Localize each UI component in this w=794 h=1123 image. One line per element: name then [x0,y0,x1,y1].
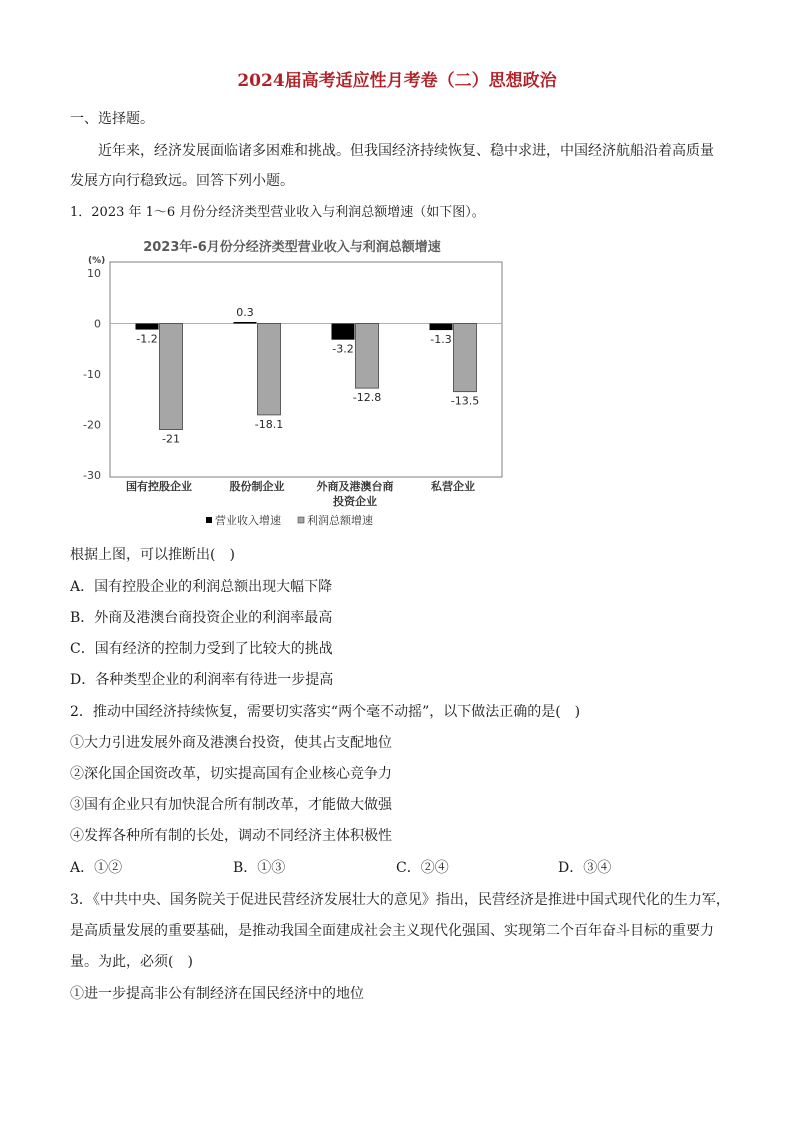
y-tick-label: -30 [83,469,101,482]
bar-profit [258,324,281,415]
q2-item-3: ③国有企业只有加快混合所有制改革，才能做大做强 [70,797,392,813]
category-label: 国有控股企业 [126,480,192,493]
data-label: -13.5 [450,394,480,408]
q1-option-b: B．外商及港澳台商投资企业的利润率最高 [70,610,333,626]
category-label: 外商及港澳台商 [316,480,394,493]
section-heading: 一、选择题。 [70,111,154,127]
bar-profit [454,324,477,392]
data-label: -1.2 [136,332,158,346]
bar-profit [356,324,379,389]
y-tick-label: -20 [83,418,101,432]
data-label: -18.1 [254,417,284,431]
legend-swatch [298,517,304,523]
intro-line-2: 发展方向行稳致远。回答下列小题。 [70,173,294,189]
y-axis-unit: (%) [88,256,106,266]
category-label: 投资企业 [333,495,377,508]
q1-option-d: D．各种类型企业的利润率有待进一步提高 [70,672,334,688]
question-3-line-2: 是高质量发展的重要基础，是推动我国全面建成社会主义现代化强国、实现第二个百年奋斗目标的重要力 [70,923,714,939]
bar-chart [83,234,516,534]
y-tick-label: 0 [94,317,101,331]
category-label: 股份制企业 [229,480,285,493]
legend-swatch [206,517,212,523]
y-tick-label: 10 [87,267,101,280]
bar-revenue [430,324,453,331]
bar-revenue [234,322,257,324]
legend-label: 营业收入增速 [215,514,281,527]
data-label: -21 [162,432,180,446]
question-1-stem: 1．2023 年 1～6 月份分经济类型营业收入与利润总额增速（如下图）。 [70,205,485,220]
category-label: 私营企业 [431,480,475,493]
question-3-line-1: 3．《中共中央、国务院关于促进民营经济发展壮大的意见》指出，民营经济是推进中国式现代化的生力军， [70,892,730,908]
q1-option-a: A．国有控股企业的利润总额出现大幅下降 [70,579,333,595]
question-3-line-3: 量。为此，必须( ) [70,954,193,970]
q2-item-1: ①大力引进发展外商及港澳台投资，使其占支配地位 [70,735,392,751]
data-label: -12.8 [352,391,382,405]
data-label: 0.3 [236,305,254,319]
q3-item-1: ①进一步提高非公有制经济在国民经济中的地位 [70,986,364,1002]
q2-option-a: A．①② [70,860,123,876]
data-label: -3.2 [332,342,354,356]
data-label: -1.3 [430,333,452,347]
question-1-lead: 根据上图，可以推断出( ) [70,547,235,563]
q2-item-2: ②深化国企国资改革，切实提高国有企业核心竞争力 [70,766,392,782]
q2-item-4: ④发挥各种所有制的长处，调动不同经济主体积极性 [70,828,392,844]
q2-option-c: C．②④ [396,860,449,876]
bar-revenue [136,324,159,330]
bar-profit [160,324,183,430]
q2-option-b: B．①③ [233,860,286,876]
legend-label: 利润总额增速 [307,514,373,527]
page-title: 2024届高考适应性月考卷（二）思想政治 [237,71,557,91]
bar-revenue [332,324,355,340]
y-tick-label: -10 [83,368,101,381]
intro-line-1: 近年来，经济发展面临诸多困难和挑战。但我国经济持续恢复、稳中求进，中国经济航船沿着高质量 [98,143,714,159]
q2-option-d: D．③④ [558,860,612,876]
q1-option-c: C．国有经济的控制力受到了比较大的挑战 [70,641,333,657]
chart-title: 2023年-6月份分经济类型营业收入与利润总额增速 [143,240,441,255]
question-2-stem: 2．推动中国经济持续恢复，需要切实落实“两个毫不动摇”，以下做法正确的是( ) [70,704,581,720]
